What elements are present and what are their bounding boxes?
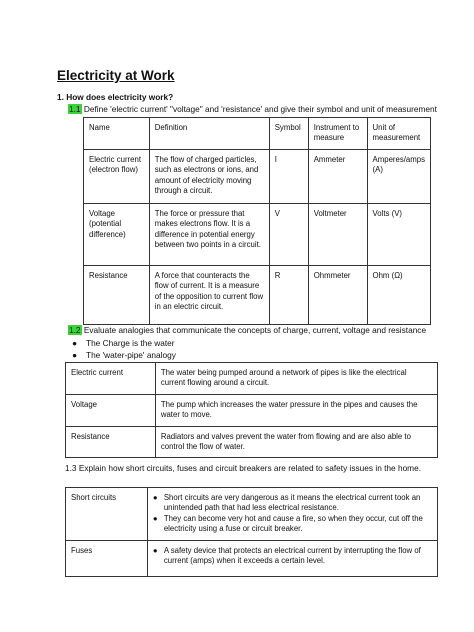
list-item-text: The 'water-pipe' analogy [86, 350, 176, 360]
table-row [66, 363, 438, 395]
table-cell: Volts (V) [367, 203, 430, 265]
list-item-text: They can become very hot and cause a fire, so when they occur, cut off the electricity using a fuse or circuit breaker. [163, 513, 423, 534]
page-title: Electricity at Work [57, 68, 175, 83]
header-cell: Symbol [269, 118, 308, 150]
question-text: Define 'electric current' "voltage" and 'resistance' and give their symbol and unit of measurement [81, 104, 437, 114]
table-cell: Voltage [66, 394, 156, 426]
list-item [153, 514, 432, 535]
header-cell: Name [84, 118, 150, 150]
question-number-highlight: 1.2 [69, 325, 81, 335]
table-row [84, 149, 431, 203]
table-cell: Resistance [84, 265, 150, 324]
bullet-list [153, 493, 432, 535]
table-row [66, 426, 438, 458]
table-cell [147, 488, 437, 541]
table-cell: Ohm (Ω) [367, 265, 430, 324]
table-cell: Ammeter [308, 149, 367, 203]
table-cell: V [269, 203, 308, 265]
table-cell [147, 540, 437, 576]
question-text: Evaluate analogies that communicate the concepts of charge, current, voltage and resistance [81, 325, 427, 335]
question-1-2 [68, 325, 426, 335]
section-heading: 1. How does electricity work? [57, 92, 174, 102]
safety-table [65, 487, 438, 577]
question-1-1 [68, 104, 437, 114]
bullet-icon: ● [72, 350, 78, 360]
table-row [84, 265, 431, 324]
list-item [153, 546, 432, 567]
table-cell: The flow of charged particles, such as electrons or ions, and amount of electricity moving through a circuit. [149, 149, 269, 203]
list-item-text: The Charge is the water [86, 338, 175, 348]
header-cell: Definition [149, 118, 269, 150]
table-cell: Amperes/amps (A) [367, 149, 430, 203]
table-row [84, 203, 431, 265]
bullet-list [153, 546, 432, 567]
list-item [72, 338, 175, 348]
list-item [72, 350, 176, 360]
bullet-icon: ● [152, 513, 158, 523]
table-cell: Electric current (electron flow) [84, 149, 150, 203]
question-number-highlight: 1.1 [69, 104, 81, 114]
table-cell: Electric current [66, 363, 156, 395]
list-item [153, 493, 432, 514]
table-row [66, 540, 438, 576]
table-cell: Radiators and valves prevent the water from flowing and are also able to control the flow of water. [155, 426, 437, 458]
table-cell: Resistance [66, 426, 156, 458]
definitions-table [83, 117, 431, 325]
table-row [66, 488, 438, 541]
header-cell: Instrument to measure [308, 118, 367, 150]
analogy-table [65, 362, 438, 458]
bullet-icon: ● [152, 493, 158, 502]
table-cell: A force that counteracts the flow of current. It is a measure of the opposition to current flow in an electric circuit. [149, 265, 269, 324]
list-item-text: Short circuits are very dangerous as it means the electrical current took an unintended path that had less electrical resistance. [163, 493, 421, 513]
bullet-icon: ● [72, 338, 78, 348]
table-cell: The pump which increases the water pressure in the pipes and causes the water to move. [155, 394, 437, 426]
table-cell: Short circuits [66, 488, 148, 541]
table-cell: Voltmeter [308, 203, 367, 265]
table-row [66, 394, 438, 426]
table-cell: Ohmmeter [308, 265, 367, 324]
table-cell: R [269, 265, 308, 324]
bullet-icon: ● [152, 545, 158, 555]
table-cell: Voltage (potential difference) [84, 203, 150, 265]
table-cell: Fuses [66, 540, 148, 576]
header-cell: Unit of measurement [367, 118, 430, 150]
table-cell: The force or pressure that makes electrons flow. It is a difference in potential energy between two points in a circuit. [149, 203, 269, 265]
table-cell: I [269, 149, 308, 203]
table-header-row [84, 118, 431, 150]
question-1-3: 1.3 Explain how short circuits, fuses and circuit breakers are related to safety issues in the home. [65, 463, 422, 473]
list-item-text: A safety device that protects an electrical current by interrupting the flow of current (amps) when it exceeds a certain level. [163, 545, 421, 566]
table-cell: The water being pumped around a network of pipes is like the electrical current flowing around a circuit. [155, 363, 437, 395]
